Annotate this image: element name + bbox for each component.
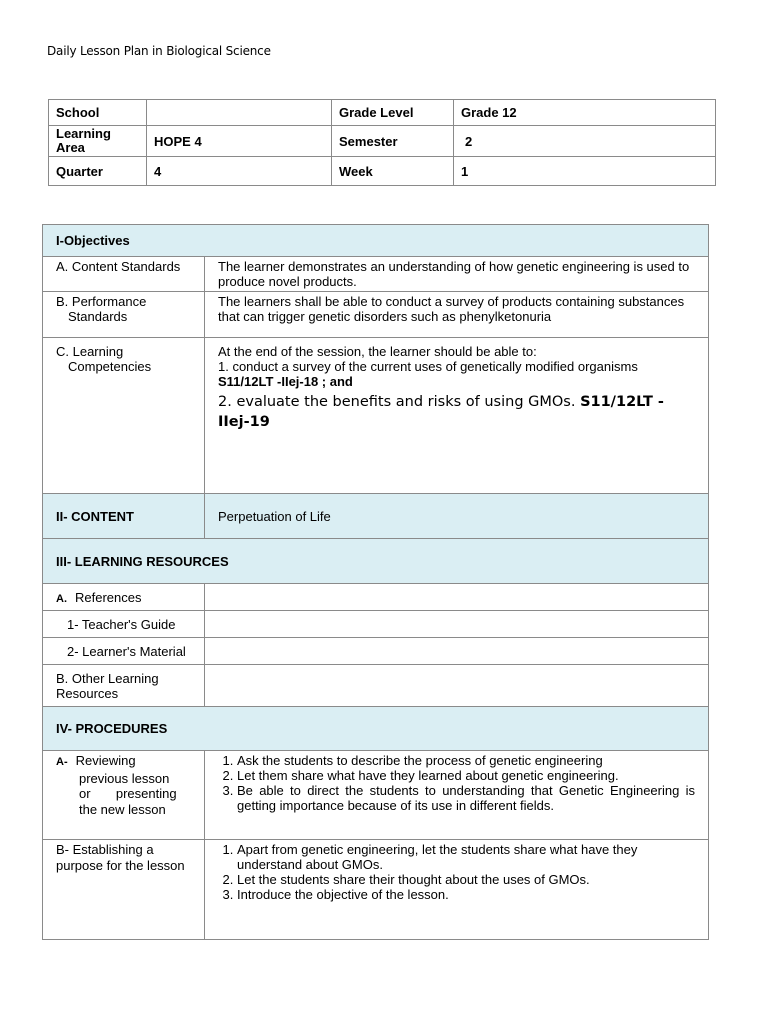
competency-2-code: S11/12LT -IIej-19 xyxy=(218,394,664,430)
references-value xyxy=(205,584,709,611)
reviewing-marker: A- xyxy=(56,756,68,768)
procedures-heading: IV- PROCEDURES xyxy=(43,707,709,751)
reviewing-step-1: 1. Ask the students to describe the process of genetic engineering xyxy=(237,753,695,768)
learning-competencies-label-line2: Competencies xyxy=(68,359,152,374)
purpose-step-1: 1. Apart from genetic engineering, let the students share what have they understand about GMOs. xyxy=(237,842,695,872)
lesson-plan-table xyxy=(42,224,709,940)
learning-competencies-label xyxy=(43,338,205,494)
school-value xyxy=(147,100,332,126)
content-standards-label: A. Content Standards xyxy=(43,257,205,292)
learning-area-label: Learning Area xyxy=(49,126,147,157)
reviewing-lesson-label xyxy=(43,751,205,840)
other-resources-value xyxy=(205,665,709,707)
learning-competencies-label-line1: C. Learning xyxy=(56,344,124,359)
performance-standards-text: The learners shall be able to conduct a survey of products containing substances that can trigger genetic disorders such as phenylketonuria xyxy=(205,292,709,338)
week-value: 1 xyxy=(454,157,716,186)
references-marker: A. xyxy=(56,592,67,605)
reviewing-step-3: 3. Be able to direct the students to understanding that Genetic Engineering is getting importance because of its use in different fields. xyxy=(237,783,695,813)
establishing-purpose-steps xyxy=(205,840,709,940)
document-title: Daily Lesson Plan in Biological Science xyxy=(47,44,271,58)
learners-material-value xyxy=(205,638,709,665)
performance-standards-label-line1: B. Performance xyxy=(56,294,147,309)
learning-competencies-text xyxy=(205,338,709,494)
semester-label: Semester xyxy=(332,126,454,157)
reviewing-label-line3: or presenting xyxy=(79,786,177,801)
performance-standards-label xyxy=(43,292,205,338)
objectives-heading: I-Objectives xyxy=(43,225,709,257)
reviewing-step-2: 2. Let them share what have they learned about genetic engineering. xyxy=(237,768,695,783)
teachers-guide-label: 1- Teacher's Guide xyxy=(43,611,205,638)
references-label-text: References xyxy=(75,589,142,605)
references-label xyxy=(43,584,205,611)
school-label: School xyxy=(49,100,147,126)
semester-value: 2 xyxy=(454,126,716,157)
grade-level-label: Grade Level xyxy=(332,100,454,126)
competency-1-code: S11/12LT -IIej-18 ; and xyxy=(218,374,353,389)
grade-level-value: Grade 12 xyxy=(454,100,716,126)
content-standards-text: The learner demonstrates an understanding of how genetic engineering is used to produce novel products. xyxy=(205,257,709,292)
teachers-guide-value xyxy=(205,611,709,638)
reviewing-label-line4: the new lesson xyxy=(79,801,166,817)
reviewing-label-line2: previous lesson xyxy=(79,770,170,786)
learning-resources-heading: III- LEARNING RESOURCES xyxy=(43,539,709,584)
learning-area-value: HOPE 4 xyxy=(147,126,332,157)
competency-2-text: 2. evaluate the benefits and risks of using GMOs. xyxy=(218,394,576,410)
competency-2 xyxy=(218,392,695,432)
quarter-label: Quarter xyxy=(49,157,147,186)
quarter-value: 4 xyxy=(147,157,332,186)
establishing-purpose-label: B- Establishing a purpose for the lesson xyxy=(43,840,205,940)
other-resources-label: B. Other Learning Resources xyxy=(43,665,205,707)
learners-material-label: 2- Learner's Material xyxy=(43,638,205,665)
lesson-info-table xyxy=(48,99,716,186)
reviewing-lesson-steps xyxy=(205,751,709,840)
purpose-step-3: 3. Introduce the objective of the lesson. xyxy=(237,887,695,902)
reviewing-label-line1: Reviewing xyxy=(75,753,136,768)
performance-standards-label-line2: Standards xyxy=(68,309,128,324)
competencies-intro: At the end of the session, the learner should be able to: xyxy=(218,344,537,359)
week-label: Week xyxy=(332,157,454,186)
competency-1: 1. conduct a survey of the current uses of genetically modified organisms xyxy=(218,359,638,374)
purpose-step-2: 2. Let the students share their thought about the uses of GMOs. xyxy=(237,872,695,887)
content-heading: II- CONTENT xyxy=(43,494,205,539)
content-value: Perpetuation of Life xyxy=(205,494,709,539)
